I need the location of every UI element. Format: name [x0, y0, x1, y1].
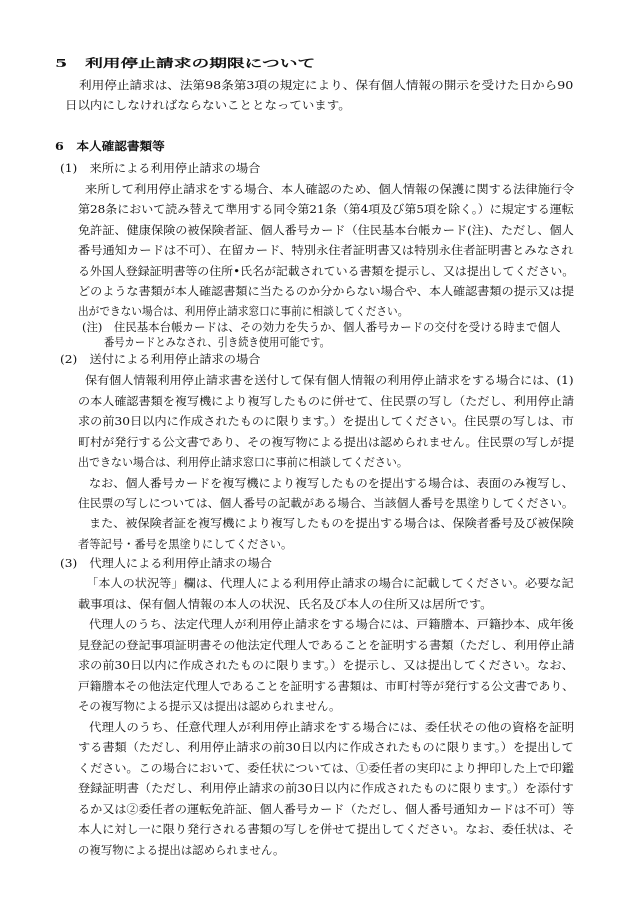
- paragraph-line: 来所して利用停止請求をする場合、本人確認のため、個人情報の保護に関する法律施行令: [85, 182, 575, 196]
- paragraph-line: 本人に対し一に限り発行される書類の写しを併せて提出してください。なお、委任状は、そ: [78, 822, 575, 836]
- section-5-heading: 5 利用停止請求の期限について: [55, 56, 316, 70]
- paragraph-line: 登録証明書（ただし、利用停止請求の前30日以内に作成されたものに限ります。）を添付す: [78, 781, 574, 795]
- paragraph-line: 求の前30日以内に作成されたものに限ります。）を提示し、又は提出してください。なお、: [78, 658, 574, 672]
- paragraph-line: 見登記の登記事項証明書その他法定代理人であることを証明する書類（ただし、利用停止請: [78, 638, 575, 652]
- paragraph-line: るか又は②委任者の運転免許証、個人番号カード（ただし、個人番号通知カードは不可）等: [78, 802, 575, 816]
- paragraph-line: る外国人登録証明書等の住所•氏名が記載されている書類を提示し、又は提出してください。: [78, 264, 575, 278]
- paragraph-line: 町村が発行する公文書であり、その複写物による提出は認められません。住民票の写しが提: [78, 435, 575, 449]
- paragraph-line: どのような書類が本人確認書類に当たるのか分からない場合や、本人確認書類の提示又は提: [78, 284, 575, 298]
- paragraph-line: 免許証、健康保険の被保険者証、個人番号カード（住民基本台帳カード(注)、ただし、個人: [78, 223, 574, 237]
- paragraph-line: 日以内にしなければならないこととなっています。: [65, 98, 351, 112]
- subsection-2-heading: (2) 送付による利用停止請求の場合: [60, 352, 261, 366]
- paragraph-line: 住民票の写しについては、個人番号の記載がある場合、当該個人番号を黒塗りしてください。: [78, 496, 574, 510]
- paragraph-line: 載事項は、保有個人情報の本人の状況、氏名及び本人の住所又は居所です。: [78, 597, 493, 611]
- paragraph-line: 戸籍謄本その他法定代理人であることを証明する書類は、市町村等が発行する公文書であり、: [78, 679, 574, 693]
- paragraph-line: 番号通知カードは不可）、在留カード、特別永住者証明書又は特別永住者証明書とみなされ: [78, 243, 574, 257]
- paragraph-line: 利用停止請求は、法第98条第3項の規定により、保有個人情報の開示を受けた日から90: [79, 78, 574, 92]
- paragraph-line: その複写物による提示又は提出は認められません。: [78, 699, 341, 713]
- paragraph-line: 出ができない場合は、利用停止請求窓口に事前に相談してください。: [78, 304, 409, 318]
- paragraph-line: 出できない場合は、利用停止請求窓口に事前に相談してください。: [78, 455, 408, 469]
- paragraph-line: の複写物による提出は認められません。: [78, 843, 285, 857]
- subsection-3-heading: (3) 代理人による利用停止請求の場合: [60, 556, 272, 570]
- paragraph-line: 保有個人情報利用停止請求書を送付して保有個人情報の利用停止請求をする場合には、(1): [85, 373, 574, 387]
- paragraph-line: 求の前30日以内に作成されたものに限ります。）を提出してください。住民票の写しは、市: [78, 414, 574, 428]
- subsection-1-heading: (1) 来所による利用停止請求の場合: [60, 161, 261, 175]
- note-line: (注) 住民基本台帳カードは、その効力を失うか、個人番号カードの交付を受ける時まで個人: [82, 320, 561, 334]
- paragraph-line: 代理人のうち、法定代理人が利用停止請求をする場合には、戸籍謄本、戸籍抄本、成年後: [89, 617, 574, 631]
- paragraph-line: 「本人の状況等」欄は、代理人による利用停止請求の場合に記載してください。必要な記: [86, 576, 574, 590]
- paragraph-line: の本人確認書類を複写機により複写したものに併せて、住民票の写し（ただし、利用停止請: [78, 394, 575, 408]
- section-6-heading: 6 本人確認書類等: [55, 139, 165, 153]
- paragraph-line: ください。この場合において、委任状については、①委任者の実印により押印した上で印鑑: [78, 761, 574, 775]
- note-line: 番号カードとみなされ、引き続き使用可能です。: [104, 335, 330, 349]
- paragraph-line: 第28条において読み替えて準用する同令第21条（第4項及び第5項を除く。）に規定する運転: [78, 202, 574, 216]
- paragraph-line: 者等記号・番号を黒塗りにしてください。: [78, 537, 293, 551]
- paragraph-line: する書類（ただし、利用停止請求の前30日以内に作成されたものに限ります。）を提出して: [78, 740, 574, 754]
- paragraph-line: また、被保険者証を複写機により複写したものを提出する場合は、保険者番号及び被保険: [89, 516, 574, 530]
- paragraph-line: なお、個人番号カードを複写機により複写したものを提出する場合は、表面のみ複写し、: [89, 476, 574, 490]
- paragraph-line: 代理人のうち、任意代理人が利用停止請求をする場合には、委任状その他の資格を証明: [89, 720, 575, 734]
